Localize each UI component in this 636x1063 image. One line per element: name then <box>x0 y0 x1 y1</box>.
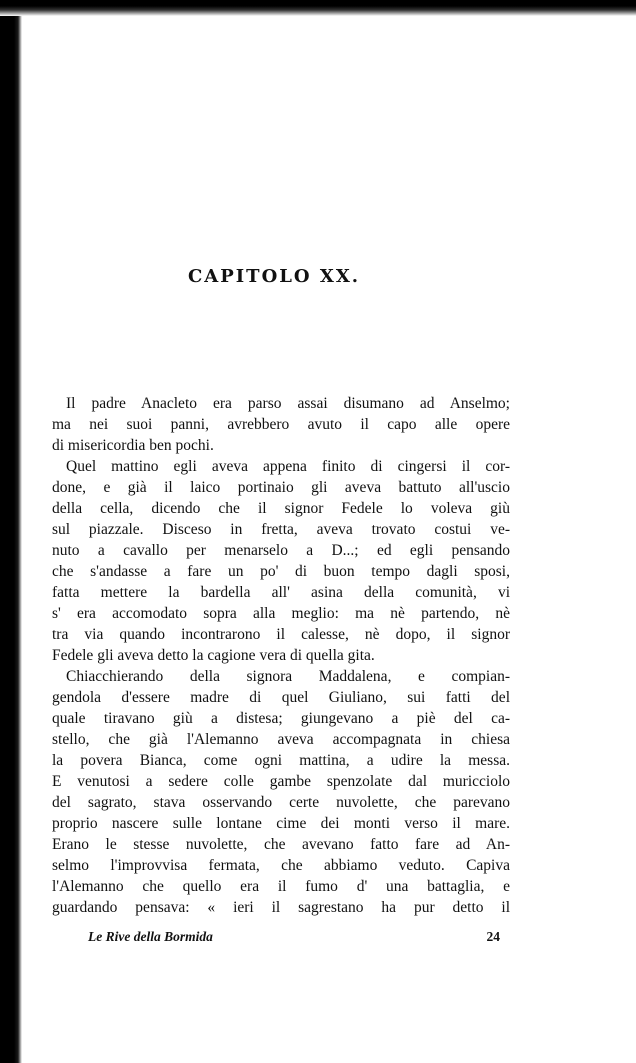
running-title: Le Rive della Bormida <box>88 929 213 944</box>
body-text <box>52 393 510 918</box>
text-line: proprio nascere sulle lontane cime dei monti verso il mare. <box>52 815 510 832</box>
scan-top-edge <box>0 0 636 16</box>
signature-mark: 24 <box>486 929 500 944</box>
paragraph-1 <box>52 393 510 456</box>
text-line: gendola d'essere madre di quel Giuliano, sui fatti del <box>52 689 510 706</box>
text-line: E venutosi a sedere colle gambe spenzolate dal muricciolo <box>52 773 510 790</box>
text-line: quale tiravano giù a distesa; giungevano a piè del ca- <box>52 710 510 727</box>
text-line: della cella, dicendo che il signor Fedele lo voleva giù <box>52 500 510 517</box>
text-line: Erano le stesse nuvolette, che avevano fatto fare ad An- <box>52 836 510 853</box>
paragraph-2 <box>52 456 510 666</box>
text-line: la povera Bianca, come ogni mattina, a udire la messa. <box>52 752 510 769</box>
paragraph-3 <box>52 666 510 918</box>
text-line: Quel mattino egli aveva appena finito di cingersi il cor- <box>66 458 510 475</box>
text-line: tra via quando incontrarono il calesse, nè dopo, il signor <box>52 626 510 643</box>
text-line: Fedele gli aveva detto la cagione vera di quella gita. <box>52 647 375 664</box>
text-line: fatta mettere la bardella all' asina della comunità, vi <box>52 584 510 601</box>
text-line: guardando pensava: « ieri il sagrestano ha pur detto il <box>52 899 510 916</box>
chapter-title: CAPITOLO XX. <box>187 266 361 287</box>
text-line: Chiacchierando della signora Maddalena, e compian- <box>66 668 510 685</box>
text-line: stello, che già l'Alemanno aveva accompagnata in chiesa <box>52 731 510 748</box>
text-line: nuto a cavallo per menarselo a D...; ed egli pensando <box>52 542 510 559</box>
text-line: selmo l'improvvisa fermata, che abbiamo veduto. Capiva <box>52 857 510 874</box>
text-line: s' era accomodato sopra alla meglio: ma nè partendo, nè <box>52 605 510 622</box>
text-line: sul piazzale. Disceso in fretta, aveva trovato costui ve- <box>52 521 510 538</box>
text-line: Il padre Anacleto era parso assai disumano ad Anselmo; <box>66 395 510 412</box>
text-line: done, e già il laico portinaio gli aveva battuto all'uscio <box>52 479 510 496</box>
text-line: che s'andasse a fare un po' di buon tempo dagli sposi, <box>52 563 510 580</box>
text-line: del sagrato, stava osservando certe nuvolette, che parevano <box>52 794 510 811</box>
text-line: l'Alemanno che quello era il fumo d' una battaglia, e <box>52 878 510 895</box>
page-footer <box>88 929 500 945</box>
text-line: di misericordia ben pochi. <box>52 437 214 454</box>
scan-binding-edge <box>0 0 22 1063</box>
text-line: ma nei suoi panni, avrebbero avuto il capo alle opere <box>52 416 510 433</box>
